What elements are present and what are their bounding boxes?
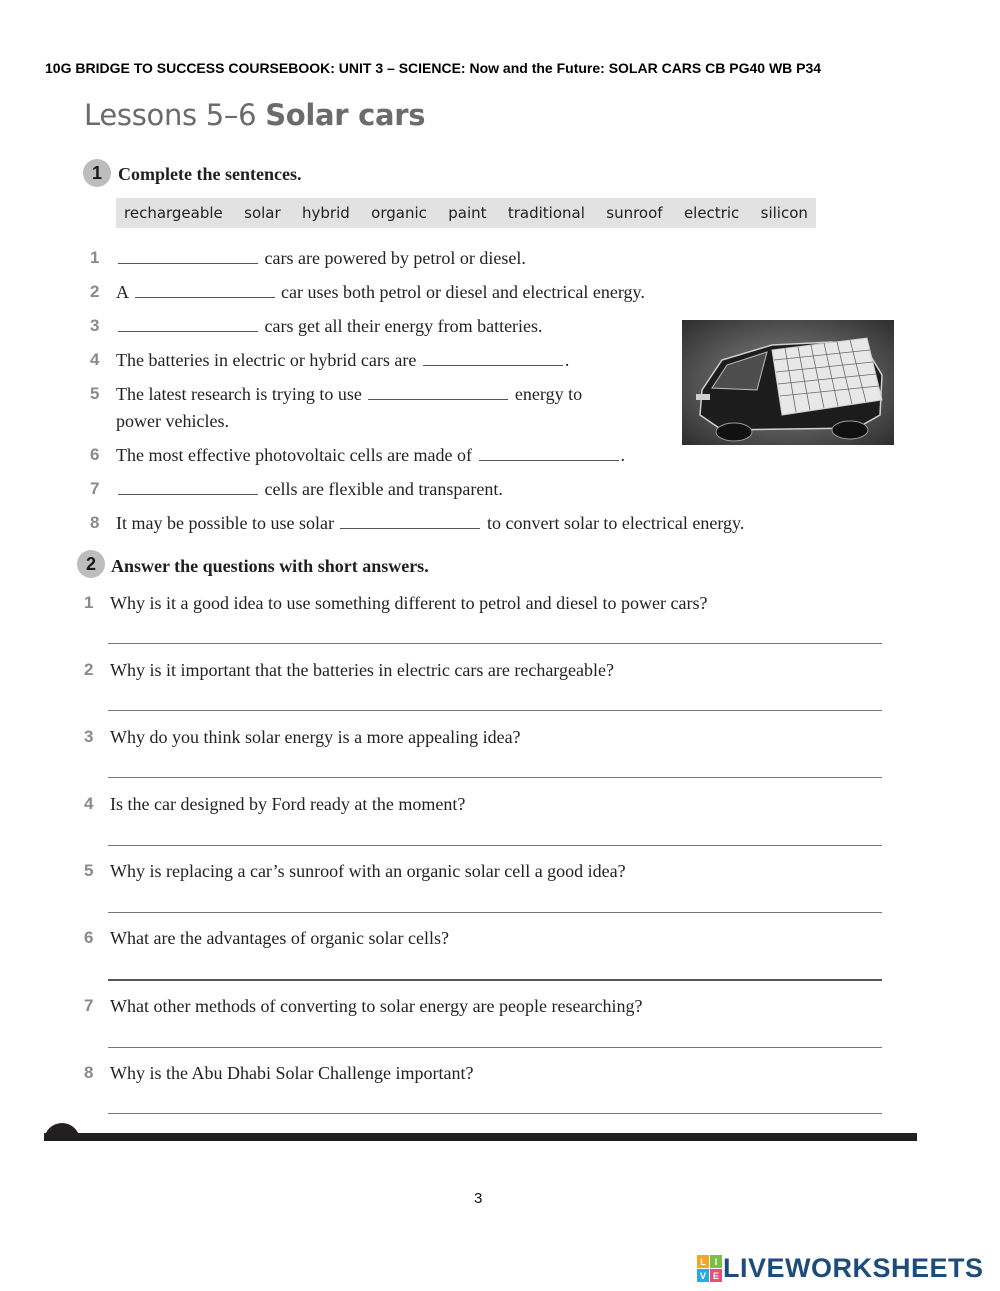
question-4 xyxy=(84,794,466,814)
answer-blank[interactable] xyxy=(118,317,258,332)
sentence-text: The batteries in electric or hybrid cars are xyxy=(116,350,417,370)
word-bank-item: paint xyxy=(448,204,487,222)
exercise-2-badge: 2 xyxy=(77,550,105,578)
word-bank xyxy=(116,198,816,228)
sentence-8 xyxy=(90,513,745,533)
question-3 xyxy=(84,727,521,747)
lesson-prefix: Lessons 5–6 xyxy=(84,98,257,132)
question-number: 5 xyxy=(84,861,94,880)
question-1 xyxy=(84,593,708,613)
answer-line[interactable] xyxy=(108,710,882,711)
question-text: Why is replacing a car’s sunroof with an organic solar cell a good idea? xyxy=(110,861,626,881)
question-text: What other methods of converting to solar energy are people researching? xyxy=(110,996,643,1016)
answer-line[interactable] xyxy=(108,1113,882,1114)
page-number: 3 xyxy=(474,1190,483,1207)
liveworksheets-badge-icon xyxy=(697,1255,723,1283)
question-8 xyxy=(84,1063,474,1083)
solar-car-photo xyxy=(682,320,894,445)
sentence-2 xyxy=(90,282,645,302)
answer-line[interactable] xyxy=(108,979,882,981)
answer-line[interactable] xyxy=(108,1047,882,1048)
question-number: 7 xyxy=(84,996,94,1015)
badge-letter: L xyxy=(700,1256,706,1267)
answer-blank[interactable] xyxy=(118,249,258,264)
question-number: 6 xyxy=(84,928,94,947)
sentence-number: 3 xyxy=(90,316,100,335)
answer-blank[interactable] xyxy=(479,446,619,461)
answer-blank[interactable] xyxy=(368,385,508,400)
sentence-text: energy to xyxy=(514,384,583,404)
answer-blank[interactable] xyxy=(423,351,563,366)
sentence-text: cells are flexible and transparent. xyxy=(264,479,503,499)
lesson-title xyxy=(84,98,425,132)
sentence-text: cars are powered by petrol or diesel. xyxy=(264,248,526,268)
exercise-1-badge: 1 xyxy=(83,159,111,187)
question-text: Why is it a good idea to use something different to petrol and diesel to power cars? xyxy=(110,593,708,613)
liveworksheets-wordmark: LIVEWORKSHEETS xyxy=(723,1253,984,1283)
sentence-7 xyxy=(90,479,503,499)
sentence-5 xyxy=(90,384,583,431)
sentence-number: 2 xyxy=(90,282,100,301)
badge-letter: V xyxy=(699,1270,707,1281)
exercise-1-instruction: Complete the sentences. xyxy=(118,164,302,184)
sentence-text: The most effective photovoltaic cells are made of xyxy=(116,445,473,465)
question-text: Why do you think solar energy is a more appealing idea? xyxy=(110,727,521,747)
answer-blank[interactable] xyxy=(135,283,275,298)
question-number: 3 xyxy=(84,727,94,746)
answer-blank[interactable] xyxy=(118,480,258,495)
sentence-text: It may be possible to use solar xyxy=(116,513,334,533)
question-6 xyxy=(84,928,450,948)
word-bank-item: silicon xyxy=(760,204,808,222)
question-2 xyxy=(84,660,614,680)
question-text: Why is the Abu Dhabi Solar Challenge important? xyxy=(110,1063,474,1083)
sentence-number: 6 xyxy=(90,445,100,464)
sentence-text: cars get all their energy from batteries. xyxy=(264,316,543,336)
word-bank-item: organic xyxy=(371,204,427,222)
sentence-text-line2: power vehicles. xyxy=(116,411,229,431)
exercise-2-instruction: Answer the questions with short answers. xyxy=(111,556,429,576)
sentence-6 xyxy=(90,445,626,465)
question-number: 8 xyxy=(84,1063,94,1082)
question-number: 2 xyxy=(84,660,94,679)
question-number: 1 xyxy=(84,593,94,612)
sentence-1 xyxy=(90,248,526,268)
sentence-number: 4 xyxy=(90,350,100,369)
footer-bar xyxy=(44,1133,917,1141)
word-bank-item: electric xyxy=(683,204,740,222)
answer-line[interactable] xyxy=(108,912,882,913)
question-7 xyxy=(84,996,643,1016)
sentence-4 xyxy=(90,350,570,370)
sentence-number: 8 xyxy=(90,513,100,532)
sentence-number: 1 xyxy=(90,248,100,267)
sentence-text: car uses both petrol or diesel and electrical energy. xyxy=(281,282,645,302)
question-text: Why is it important that the batteries in electric cars are rechargeable? xyxy=(110,660,614,680)
word-bank-item: rechargeable xyxy=(124,204,223,222)
answer-blank[interactable] xyxy=(340,514,480,529)
lesson-topic: Solar cars xyxy=(265,98,426,132)
sentence-text: A xyxy=(116,282,129,302)
sentence-text: The latest research is trying to use xyxy=(116,384,362,404)
badge-letter: E xyxy=(712,1270,720,1281)
badge-letter: I xyxy=(714,1256,718,1267)
sentence-text: to convert solar to electrical energy. xyxy=(486,513,745,533)
sentence-number: 7 xyxy=(90,479,100,498)
question-number: 4 xyxy=(84,794,94,813)
word-bank-item: solar xyxy=(244,204,281,222)
word-bank-item: hybrid xyxy=(302,204,350,222)
sentence-text: . xyxy=(564,350,570,370)
question-5 xyxy=(84,861,626,881)
word-bank-item: sunroof xyxy=(606,204,663,222)
answer-line[interactable] xyxy=(108,845,882,846)
liveworksheets-logo xyxy=(697,1253,984,1284)
sentence-number: 5 xyxy=(90,384,100,403)
document-header: 10G BRIDGE TO SUCCESS COURSEBOOK: UNIT 3 – SCIENCE: Now and the Future: SOLAR CARS CB PG40 WB P34 xyxy=(45,60,822,76)
sentence-text: . xyxy=(620,445,626,465)
question-text: What are the advantages of organic solar cells? xyxy=(110,928,450,948)
answer-line[interactable] xyxy=(108,777,882,778)
solar-car-illustration xyxy=(682,320,894,445)
answer-line[interactable] xyxy=(108,643,882,644)
question-text: Is the car designed by Ford ready at the moment? xyxy=(110,794,466,814)
sentence-3 xyxy=(90,316,543,336)
word-bank-item: traditional xyxy=(507,204,585,222)
